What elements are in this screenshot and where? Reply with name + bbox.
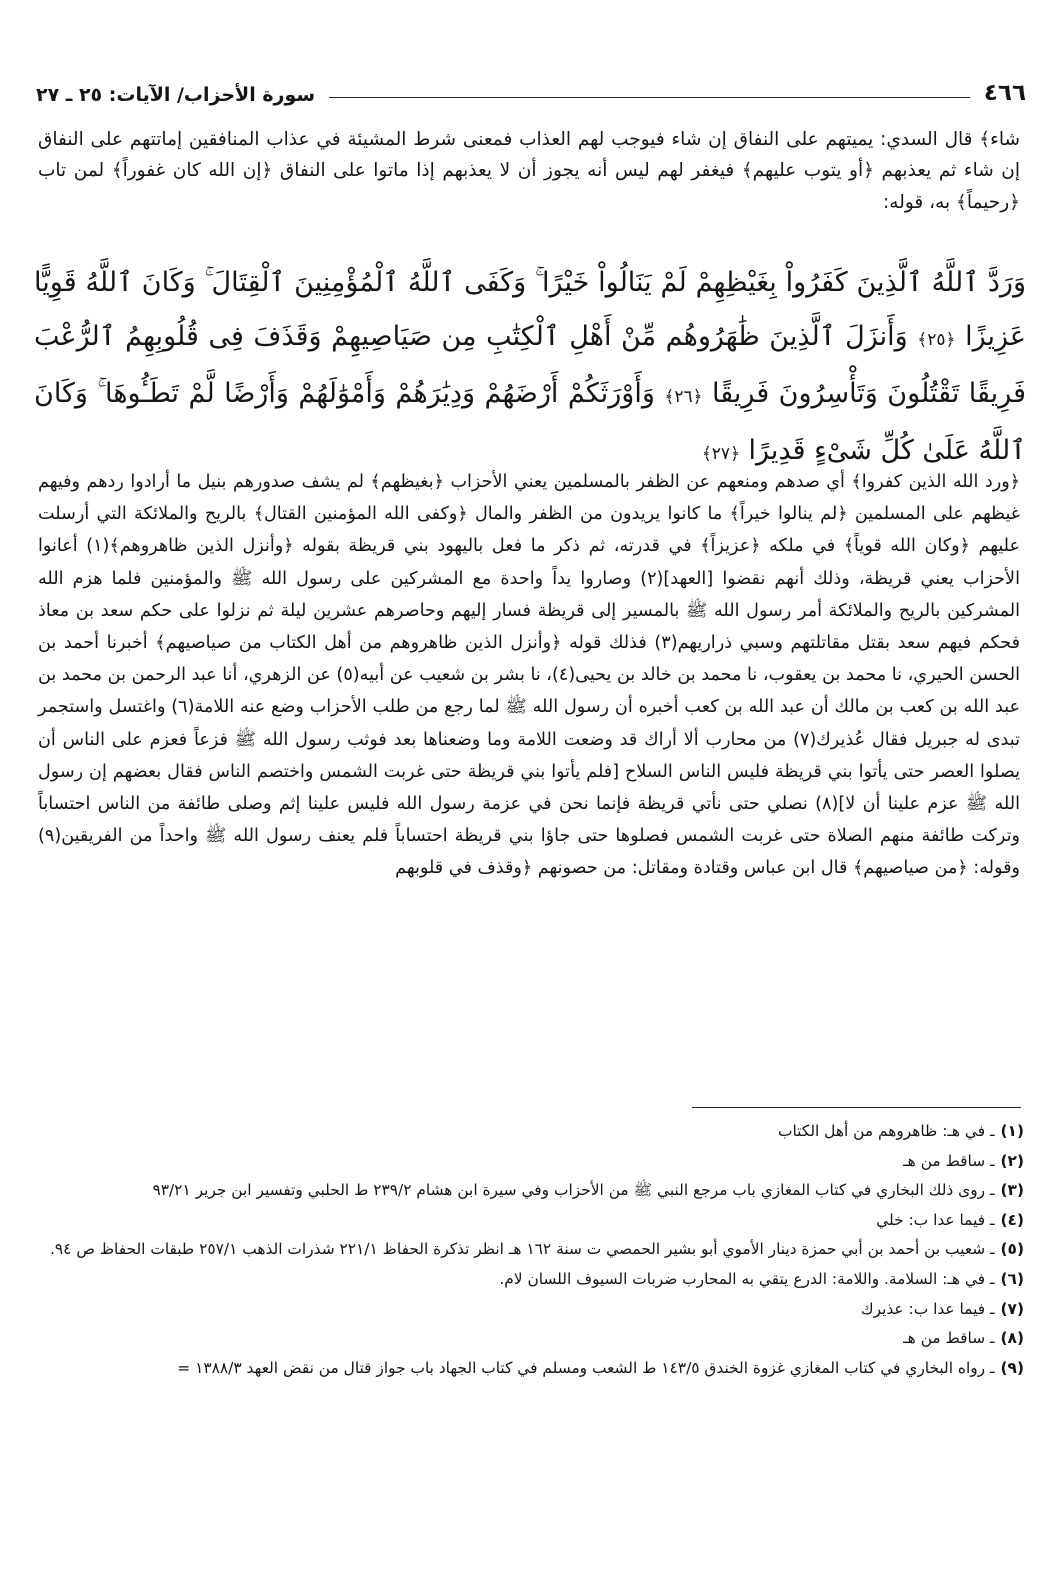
header-rule bbox=[329, 97, 970, 98]
footnote bbox=[36, 1177, 1024, 1205]
quran-verse-block bbox=[34, 256, 1026, 481]
intro-text: شاء﴾ قال السدي: يميتهم على النفاق إن شاء فيوجب لهم العذاب فمعنى شرط المشيئة في عذاب المنافقين إماتتهم على النفاق إن شاء ثم يعذبهم ﴿أو يتوب عليهم﴾ فيغفر لهم ليس أنه يجوز أن لا يعذبهم إذا ماتوا على النفاق ﴿إن الله كان غفوراً﴾ لمن تاب ﴿رحيماً﴾ به، قوله: bbox=[38, 129, 1020, 213]
verse-26: وَأَنزَلَ ٱلَّذِينَ ظَٰهَرُوهُم مِّنْ أَهْلِ ٱلْكِتَٰبِ مِن صَيَاصِيهِمْ وَقَذَفَ فِى قُلُوبِهِمُ ٱلرُّعْبَ فَرِيقًا تَقْتُلُونَ وَتَأْسِرُونَ فَرِيقًا bbox=[34, 321, 1027, 409]
footnotes bbox=[36, 1118, 1024, 1384]
footnote bbox=[36, 1296, 1024, 1324]
footnote-number: (٧) bbox=[1000, 1299, 1024, 1318]
intro-paragraph bbox=[38, 124, 1020, 218]
footnote-number: (١) bbox=[1000, 1122, 1024, 1140]
footnote-number: (٣) bbox=[1000, 1181, 1024, 1200]
footnote-text: ـ فيما عدا ب: خلي bbox=[876, 1210, 995, 1229]
ayah-marker-26: ﴿٢٦﴾ bbox=[664, 387, 703, 407]
footnote-number: (٤) bbox=[1000, 1210, 1024, 1229]
page-header bbox=[36, 66, 1026, 106]
footnote-text: ـ فيما عدا ب: عذيرك bbox=[860, 1299, 995, 1318]
footnote-number: (٦) bbox=[1000, 1269, 1024, 1288]
footnote-text: ـ في هـ: السلامة. واللامة: الدرع يتقي به المحارب ضربات السيوف اللسان لام. bbox=[499, 1269, 995, 1288]
footnote-number: (٥) bbox=[1000, 1240, 1024, 1259]
footnote-number: (٨) bbox=[1000, 1329, 1024, 1348]
quran-verses bbox=[34, 256, 1026, 481]
verse-27: وَأَوْرَثَكُمْ أَرْضَهُمْ وَدِيَٰرَهُمْ وَأَمْوَٰلَهُمْ وَأَرْضًا لَّمْ تَطَـُٔوهَا ۚ وَكَانَ ٱللَّهُ عَلَىٰ كُلِّ شَىْءٍ قَدِيرًا bbox=[34, 378, 1026, 466]
footnote-text: ـ ساقط من هـ bbox=[903, 1151, 995, 1170]
commentary bbox=[38, 466, 1020, 885]
footnote-number: (٢) bbox=[1000, 1151, 1024, 1170]
ayah-marker-25: ﴿٢٥﴾ bbox=[917, 330, 956, 350]
footnote-text: ـ روى ذلك البخاري في كتاب المغازي باب مرجع النبي ﷺ من الأحزاب وفي سيرة ابن هشام ٢٣٩/٢ ط الحلبي وتفسير ابن جرير ٩٣/٢١ bbox=[152, 1181, 995, 1200]
footnote bbox=[36, 1266, 1024, 1294]
footnote bbox=[36, 1355, 1024, 1383]
footnote bbox=[36, 1118, 1024, 1146]
footnote bbox=[36, 1148, 1024, 1176]
running-title: سورة الأحزاب/ الآيات: ٢٥ ـ ٢٧ bbox=[36, 84, 316, 106]
footnote-number: (٩) bbox=[1000, 1358, 1024, 1377]
footnote-text: ـ شعيب بن أحمد بن أبي حمزة دينار الأموي أبو بشير الحمصي ت سنة ١٦٢ هـ انظر تذكرة الحفاظ ٢٢١/١ شذرات الذهب ٢٥٧/١ طبقات الحفاظ ص ٩٤. bbox=[49, 1240, 995, 1259]
footnote bbox=[36, 1236, 1024, 1264]
verse-25: وَرَدَّ ٱللَّهُ ٱلَّذِينَ كَفَرُواْ بِغَيْظِهِمْ لَمْ يَنَالُواْ خَيْرًا ۚ وَكَفَى ٱللَّهُ ٱلْمُؤْمِنِينَ ٱلْقِتَالَ ۚ وَكَانَ ٱللَّهُ قَوِيًّا عَزِيزًا bbox=[34, 267, 1026, 352]
page-number: ٤٦٦ bbox=[983, 80, 1026, 106]
footnote-text: ـ ساقط من هـ bbox=[903, 1329, 995, 1348]
footnote bbox=[36, 1207, 1024, 1235]
ayah-marker-27: ﴿٢٧﴾ bbox=[701, 444, 740, 464]
footnote-text: ـ في هـ: ظاهروهم من أهل الكتاب bbox=[778, 1122, 995, 1140]
commentary-text: ﴿ورد الله الذين كفروا﴾ أي صدهم ومنعهم عن الظفر بالمسلمين يعني الأحزاب ﴿بغيظهم﴾ لم يشف صدورهم بنيل ما أرادوا ردهم وفيهم غيظهم على المسلمين ﴿لم ينالوا خيراً﴾ ما كانوا يريدون من الظفر والمال ﴿وكفى الله المؤمنين القتال﴾ بالريح والملائكة التي أرسلت عليهم ﴿وكان الله قوياً﴾ في ملكه ﴿عزيزاً﴾ في قدرته، ثم ذكر ما فعل باليهود بني قريظة بقوله ﴿وأنزل الذين ظاهروهم﴾(١) أعانوا الأحزاب يعني قريظة، وذلك أنهم نقضوا [العهد](٢) وصاروا يداً واحدة مع المشركين على رسول الله ﷺ والمؤمنين فلما هزم الله المشركين بالريح والملائكة أمر رسول الله ﷺ بالمسير إلى قريظة فسار إليهم وحاصرهم عشرين ليلة ثم نزلوا على حكم سعد بن معاذ فحكم فيهم سعد بقتل مقاتلتهم وسبي ذراريهم(٣) فذلك قوله ﴿وأنزل الذين ظاهروهم من أهل الكتاب من صياصيهم﴾ أخبرنا أحمد بن الحسن الحيري، نا محمد بن يعقوب، نا محمد بن خالد بن يحيى(٤)، نا بشر بن شعيب عن أبيه(٥) عن الزهري، أنا عبد الرحمن بن محمد بن عبد الله بن كعب بن مالك أن عبد الله بن كعب أخبره أن رسول الله ﷺ لما رجع من طلب الأحزاب وضع عنه اللامة(٦) واغتسل واستجمر تبدى له جبريل فقال عُذيرك(٧) من محارب ألا أراك قد وضعت اللامة وما وضعناها بعد فوثب رسول الله ﷺ فزعاً فعزم على الناس أن يصلوا العصر حتى يأتوا بني قريظة فليس الناس السلاح [فلم يأتوا بني قريظة حتى غربت الشمس واختصم الناس فقال بعضهم إن رسول الله ﷺ عزم علينا أن لا](٨) نصلي حتى نأتي قريظة فإنما نحن في عزمة رسول الله فليس علينا إثم وصلى طائفة من الناس احتساباً وتركت طائفة منهم الصلاة حتى غربت الشمس فصلوها حتى جاؤا بني قريظة احتساباً فلم يعنف رسول الله ﷺ واحداً من الفريقين(٩) وقوله: ﴿من صياصيهم﴾ قال ابن عباس وقتادة ومقاتل: من حصونهم ﴿وقذف في قلوبهم bbox=[38, 472, 1021, 879]
footnote bbox=[36, 1325, 1024, 1353]
footnote-text: ـ رواه البخاري في كتاب المغازي غزوة الخندق ١٤٣/٥ ط الشعب ومسلم في كتاب الجهاد باب جواز قتال من نقض العهد ١٣٨٨/٣ = bbox=[177, 1358, 995, 1377]
footnote-separator bbox=[692, 1107, 1021, 1108]
